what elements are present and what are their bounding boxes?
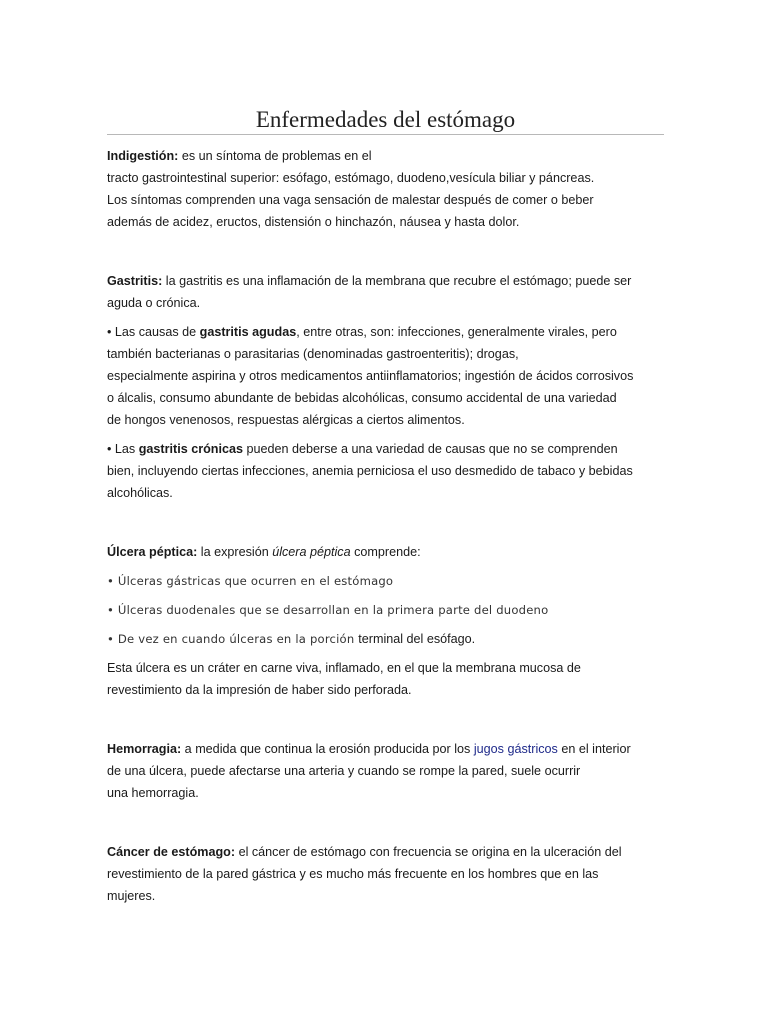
hemorragia-term: Hemorragia: [107, 742, 182, 756]
gastritis-paragraph: Gastritis: la gastritis es una inflamación de la membrana que recubre el estómago; puede ser aguda o crónica. [107, 274, 632, 310]
gastritis-agudas-paragraph: • Las causas de gastritis agudas, entre otras, son: infecciones, generalmente virales, pero también bacterianas o parasitarias (denominadas gastroenteritis); drogas, especialmente aspirina y otros medicamentos antiinflamatorios; ingestión de ácidos corrosivos o álcalis, consumo abundante de bebidas alcohólicas, consumo accidental de una variedad de hongos venenosos, respuestas alérgicas a ciertos alimentos. [107, 325, 634, 427]
ulcera-bullet-1: • Úlceras gástricas que ocurren en el estómago [107, 574, 394, 588]
indigestion-paragraph: Indigestión: es un síntoma de problemas en el tracto gastrointestinal superior: esófago, estómago, duodeno,vesícula biliar y páncreas. Los síntomas comprenden una vaga sensación de malestar después de comer o beber además de acidez, eructos, distensión o hinchazón, náusea y hasta dolor. [107, 149, 595, 229]
cancer-paragraph: Cáncer de estómago: el cáncer de estómago con frecuencia se origina en la ulceración del revestimiento de la pared gástrica y es mucho más frecuente en los hombres que en las mujeres. [107, 845, 622, 903]
hemorragia-paragraph: Hemorragia: a medida que continua la erosión producida por los jugos gástricos en el interior de una úlcera, puede afectarse una arteria y cuando se rompe la pared, suele ocurrir una hemorragia. [107, 742, 631, 800]
document-body [107, 145, 667, 907]
gastritis-cronicas-paragraph: • Las gastritis crónicas pueden deberse a una variedad de causas que no se comprenden bien, incluyendo ciertas infecciones, anemia perniciosa el uso desmedido de tabaco y bebidas alcohólicas. [107, 442, 633, 500]
indigestion-term: Indigestión: [107, 149, 179, 163]
title-divider [107, 134, 664, 135]
gastritis-cronicas-term: gastritis crónicas [138, 442, 244, 456]
ulcera-bullet-2: • Úlceras duodenales que se desarrollan en la primera parte del duodeno [107, 603, 549, 617]
page-title: Enfermedades del estómago [255, 107, 516, 132]
cancer-term: Cáncer de estómago: [107, 845, 236, 859]
ulcera-description: Esta úlcera es un cráter en carne viva, inflamado, en el que la membrana mucosa de revestimiento da la impresión de haber sido perforada. [107, 661, 581, 697]
gastritis-term: Gastritis: [107, 274, 163, 288]
ulcera-term: Úlcera péptica: [107, 545, 198, 559]
ulcera-bullet-3: • De vez en cuando úlceras en la porción terminal del esófago. [107, 632, 476, 646]
ulcera-paragraph: Úlcera péptica: la expresión úlcera péptica comprende: [107, 545, 421, 559]
gastritis-agudas-term: gastritis agudas [199, 325, 297, 339]
jugos-gastricos-link[interactable]: jugos gástricos [473, 742, 558, 756]
